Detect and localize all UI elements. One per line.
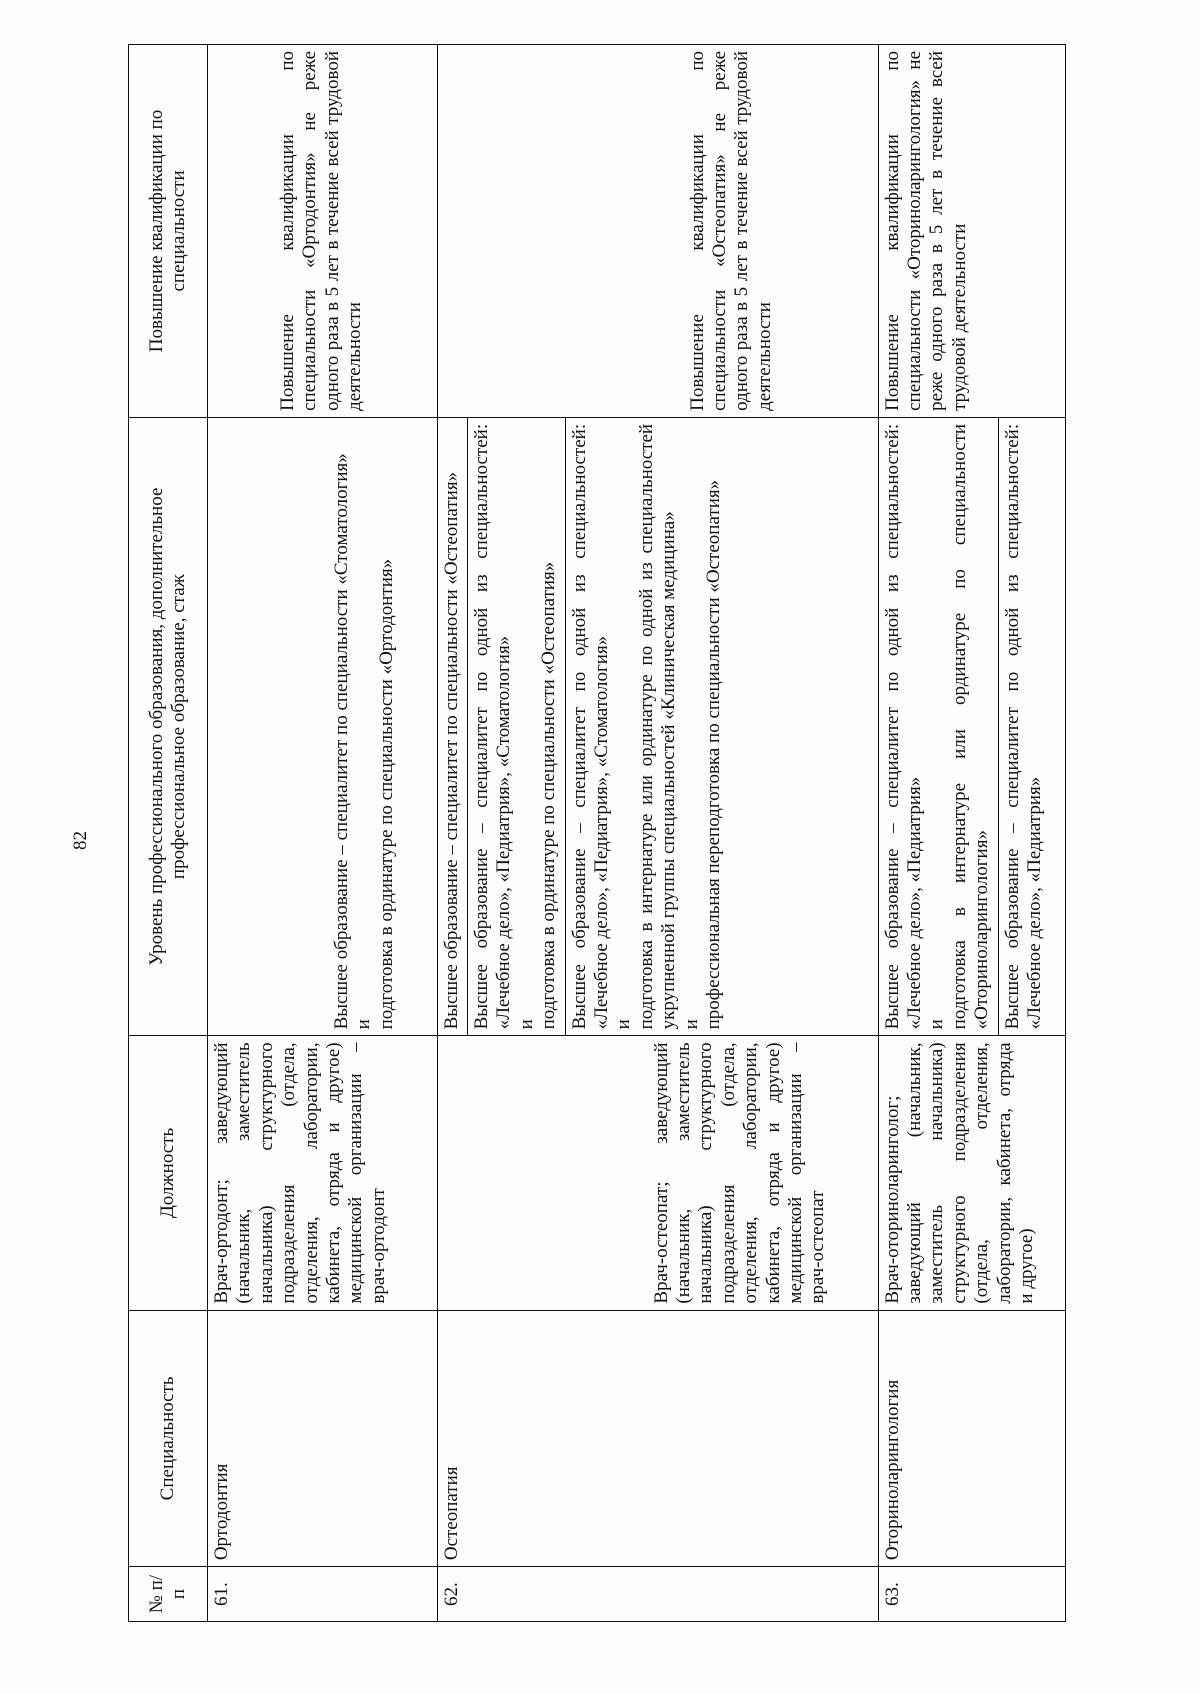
row-specialty: Ортодонтия: [208, 1310, 438, 1567]
header-education: Уровень профессионального образования, дополнительное профессиональное образование, стаж: [129, 417, 208, 1036]
header-qualification: Повышение квалификации по специальности: [129, 45, 208, 418]
education-and-2: и: [680, 1019, 702, 1030]
header-num: № п/п: [129, 1567, 208, 1622]
qualification-text: Повышение квалификации по специальности «Ортодонтия» не реже одного раза в 5 лет в течение всей трудовой деятельности: [277, 51, 366, 411]
education-text: Высшее образование – специалитет по специальности «Остеопатия»: [440, 471, 462, 1030]
page-number: 82: [70, 831, 91, 850]
rotated-table-sheet: [128, 44, 1066, 1622]
education-block: [565, 418, 726, 1036]
row-specialty: Оториноларингология: [878, 1310, 1065, 1567]
education-text-2: подготовка в ординатуре по специальности «Ортодонтия»: [375, 558, 397, 1030]
header-specialty: Специальность: [129, 1310, 208, 1567]
position-text: Врач-остеопат; заведующий (начальник, заместитель начальника) структурного подразделения (отдела, отделения, лаборатории, кабинета, отряда и другое) медицинской организации – врач-остеопат: [650, 1042, 829, 1304]
education-and: и: [353, 1019, 375, 1030]
qualification-requirements-table: [128, 44, 1066, 1622]
qualification-text: Повышение квалификации по специальности «Остеопатия» не реже одного раза в 5 лет в течение всей трудовой деятельности: [686, 51, 775, 411]
table-row: [437, 45, 878, 1622]
row-education: [208, 417, 438, 1036]
table-header-row: [129, 45, 208, 1622]
header-position: Должность: [129, 1036, 208, 1310]
education-and: и: [613, 1019, 635, 1030]
row-qualification: [437, 45, 878, 418]
education-text: Высшее образование – специалитет по одной из специальностей: «Лечебное дело», «Педиатрия», «Стоматология»: [568, 423, 613, 1030]
education-text-2: подготовка в интернатуре или ординатуре по специальности «Оториноларингология»: [948, 423, 993, 1030]
row-education: [437, 417, 878, 1036]
education-and: и: [926, 1019, 948, 1030]
row-position: Врач-ортодонт; заведующий (начальник, заместитель начальника) структурного подразделения (отдела, отделения, лаборатории, кабинета, отряда и другое) медицинской организации – врач-ортодонт: [208, 1036, 438, 1310]
education-text-3: профессиональная переподготовка по специальности «Остеопатия»: [703, 479, 725, 1030]
education-text: Высшее образование – специалитет по одной из специальностей: «Лечебное дело», «Педиатрия»: [1001, 423, 1046, 1030]
education-block: [998, 418, 1047, 1036]
table-row: [208, 45, 438, 1622]
row-qualification: Повышение квалификации по специальности «Оториноларингология» не реже одного раза в 5 лет в течение всей трудовой деятельности: [878, 45, 1065, 418]
education-text-2: подготовка в интернатуре или ординатуре по одной из специальностей укрупненной группы специальностей «Клиническая медицина»: [635, 423, 680, 1030]
education-and: и: [515, 1019, 537, 1030]
education-block: [331, 424, 398, 1030]
row-education: [878, 417, 1065, 1036]
education-text: Высшее образование – специалитет по одной из специальностей: «Лечебное дело», «Педиатрия»: [881, 423, 926, 1030]
education-block: [882, 418, 994, 1036]
row-specialty: Остеопатия: [437, 1310, 878, 1567]
row-number: 61.: [208, 1567, 438, 1622]
row-number: 62.: [437, 1567, 878, 1622]
row-qualification: [208, 45, 438, 418]
education-block: [441, 418, 463, 1036]
row-number: 63.: [878, 1567, 1065, 1622]
education-text: Высшее образование – специалитет по специальности «Стоматология»: [331, 453, 352, 1030]
education-text-2: подготовка в ординатуре по специальности «Остеопатия»: [538, 561, 560, 1030]
education-block: [467, 418, 561, 1036]
row-position: Врач-оториноларинголог; заведующий (начальник, заместитель начальника) структурного подразделения (отдела, отделения, лаборатории, кабинета, отряда и другое): [878, 1036, 1065, 1310]
table-row: [878, 45, 1065, 1622]
row-position: [437, 1036, 878, 1310]
education-text: Высшее образование – специалитет по одной из специальностей: «Лечебное дело», «Педиатрия», «Стоматология»: [471, 423, 515, 1030]
